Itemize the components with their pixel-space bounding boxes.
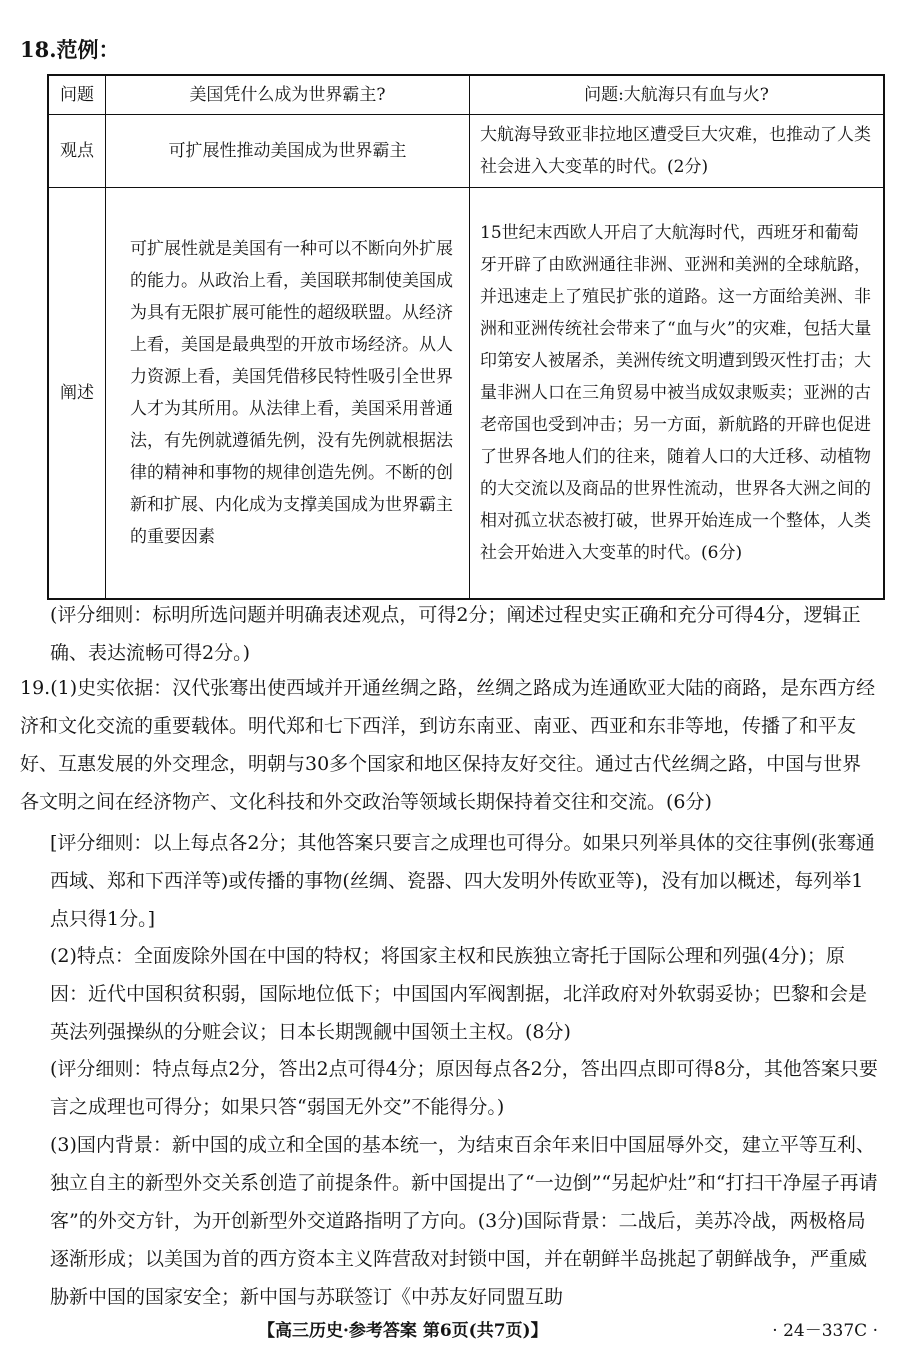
table-explanation-row xyxy=(48,188,884,600)
q18-scoring-note: (评分细则：标明所选问题并明确表述观点，可得2分；阐述过程史实正确和充分可得4分，逻辑正确、表达流畅可得2分。) xyxy=(50,604,861,664)
header-question-right: 问题:大航海只有血与火? xyxy=(470,75,885,115)
table-view-row xyxy=(48,115,884,188)
q19-scoring-note-2: (评分细则：特点每点2分，答出2点可得4分；原因每点各2分，答出四点即可得8分，其他答案只要言之成理也可得分；如果只答“弱国无外交”不能得分。) xyxy=(50,1058,878,1118)
footer-title: 【高三历史·参考答案 第6页(共7页)】 xyxy=(258,1321,548,1341)
question-19-number: 19. xyxy=(20,677,51,699)
question-19-part1-text: (1)史实依据：汉代张骞出使西域并开通丝绸之路，丝绸之路成为连通欧亚大陆的商路，是东西方经济和文化交流的重要载体。明代郑和七下西洋，到访东南亚、南亚、西亚和东非等地，传播了和平友好、互惠发展的外交理念，明朝与30多个国家和地区保持友好交往。通过古代丝绸之路，中国与世界各文明之间在经济物产、文化科技和外交政治等领域长期保持着交往和交流。(6分) xyxy=(20,677,876,813)
question-18-heading xyxy=(20,34,120,64)
q19-scoring-note-1: [评分细则：以上每点各2分；其他答案只要言之成理也可得分。如果只列举具体的交往事例(张骞通西域、郑和下西洋等)或传播的事物(丝绸、瓷器、四大发明外传欧亚等)，没有加以概述，每列举1点只得1分。] xyxy=(50,832,875,930)
header-question-left: 美国凭什么成为世界霸主? xyxy=(106,75,470,115)
question-19-part3: (3)国内背景：新中国的成立和全国的基本统一，为结束百余年来旧中国屈辱外交，建立平等互利、独立自主的新型外交关系创造了前提条件。新中国提出了“一边倒”“另起炉灶”和“打扫干净屋子再请客”的外交方针，为开创新型外交道路指明了方向。(3分)国际背景：二战后，美苏冷战，两极格局逐渐形成；以美国为首的西方资本主义阵营敌对封锁中国，并在朝鲜半岛挑起了朝鲜战争，严重威胁新中国的国家安全；新中国与苏联签订《中苏友好同盟互助 xyxy=(50,1134,878,1308)
explanation-left-text: 可扩展性就是美国有一种可以不断向外扩展的能力。从政治上看，美国联邦制使美国成为具有无限扩展可能性的超级联盟。从经济上看，美国是最典型的开放市场经济。从人力资源上看，美国凭借移民特性吸引全世界人才为其所用。从法律上看，美国采用普通法，有先例就遵循先例，没有先例就根据法律的精神和事物的规律创造先例。不断的创新和扩展、内化成为支撑美国成为世界霸主的重要因素 xyxy=(106,188,470,600)
question-18-title: 范例： xyxy=(56,37,120,62)
question-19-part1 xyxy=(20,669,880,821)
question-19-part2: (2)特点：全面废除外国在中国的特权；将国家主权和民族独立寄托于国际公理和列强(4分)；原因：近代中国积贫积弱，国际地位低下；中国国内军阀割据，北洋政府对外软弱妥协；巴黎和会是英法列强操纵的分赃会议；日本长期觊觎中国领土主权。(8分) xyxy=(50,945,868,1043)
view-left-text: 可扩展性推动美国成为世界霸主 xyxy=(106,115,470,188)
question-18-number: 18. xyxy=(20,37,57,62)
example-answer-table xyxy=(47,74,885,600)
explanation-label: 阐述 xyxy=(48,188,106,600)
explanation-right-text: 15世纪末西欧人开启了大航海时代，西班牙和葡萄牙开辟了由欧洲通往非洲、亚洲和美洲的全球航路，并迅速走上了殖民扩张的道路。这一方面给美洲、非洲和亚洲传统社会带来了“血与火”的灾难，包括大量印第安人被屠杀，美洲传统文明遭到毁灭性打击；大量非洲人口在三角贸易中被当成奴隶贩卖；亚洲的古老帝国也受到冲击；另一方面，新航路的开辟也促进了世界各地人们的往来，随着人口的大迁移、动植物的大交流以及商品的世界性流动，世界各大洲之间的相对孤立状态被打破，世界开始连成一个整体，人类社会开始进入大变革的时代。(6分) xyxy=(470,188,885,600)
table-header-row xyxy=(48,75,884,115)
footer-code: · 24－337C · xyxy=(772,1321,878,1341)
view-label: 观点 xyxy=(48,115,106,188)
view-right-text: 大航海导致亚非拉地区遭受巨大灾难，也推动了人类社会进入大变革的时代。(2分) xyxy=(470,115,885,188)
header-question-label: 问题 xyxy=(48,75,106,115)
